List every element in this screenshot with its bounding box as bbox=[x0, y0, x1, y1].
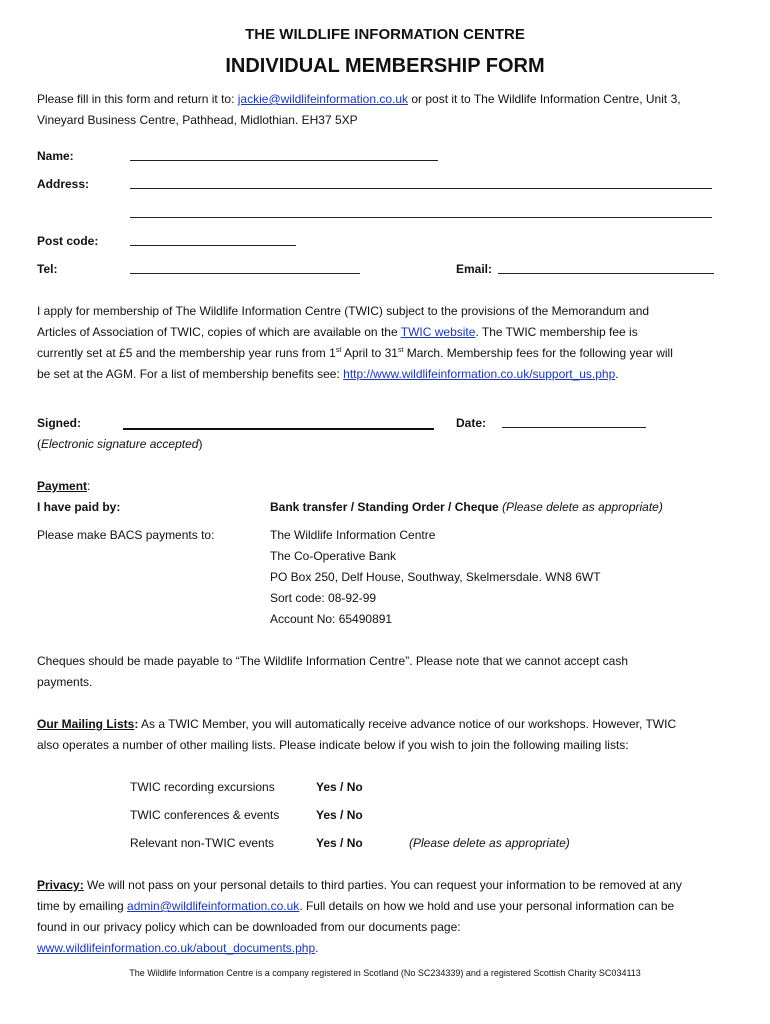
mailing-list-label: TWIC conferences & events bbox=[130, 808, 280, 822]
apply-line-2 bbox=[37, 325, 638, 339]
bank-line: PO Box 250, Delf House, Southway, Skelmersdale. WN8 6WT bbox=[270, 570, 601, 584]
apply-text: be set at the AGM. For a list of membership benefits see: bbox=[37, 367, 344, 381]
mailing-text: As a TWIC Member, you will automatically receive advance notice of our workshops. However, TWIC bbox=[138, 717, 677, 731]
cheque-line-2: payments. bbox=[37, 675, 93, 689]
mailing-list-label: Relevant non-TWIC events bbox=[130, 836, 275, 850]
address-field-line-2[interactable] bbox=[130, 217, 712, 218]
date-label: Date: bbox=[456, 416, 487, 430]
privacy-line-4 bbox=[37, 941, 319, 955]
apply-text: April to 31 bbox=[341, 346, 398, 360]
paren: ) bbox=[198, 437, 203, 451]
support-us-link[interactable]: http://www.wildlifeinformation.co.uk/support_us.php bbox=[343, 367, 616, 381]
mailing-delete-note: (Please delete as appropriate) bbox=[409, 836, 570, 850]
email-field[interactable] bbox=[498, 273, 714, 274]
bank-line: The Co-Operative Bank bbox=[270, 549, 397, 563]
footer-registration: The Wildlife Information Centre is a company registered in Scotland (No SC234339) and a registered Scottish Charity SC034113 bbox=[129, 968, 641, 978]
signed-label: Signed: bbox=[37, 416, 81, 430]
apply-text: . bbox=[615, 367, 619, 381]
apply-line-4 bbox=[37, 367, 619, 381]
form-title: INDIVIDUAL MEMBERSHIP FORM bbox=[225, 55, 545, 77]
payment-methods-text: Bank transfer / Standing Order / Cheque bbox=[270, 500, 499, 514]
intro-line-1 bbox=[37, 92, 681, 106]
bank-line: The Wildlife Information Centre bbox=[270, 528, 436, 542]
bank-line: Account No: 65490891 bbox=[270, 612, 393, 626]
documents-page-link[interactable]: www.wildlifeinformation.co.uk/about_documents.php bbox=[37, 941, 316, 955]
payment-heading-text: Payment bbox=[37, 479, 88, 493]
payment-methods bbox=[270, 500, 663, 514]
twic-website-link[interactable]: TWIC website bbox=[400, 325, 476, 339]
apply-text: . The TWIC membership fee is bbox=[475, 325, 638, 339]
privacy-line-2 bbox=[37, 899, 674, 913]
apply-text: currently set at £5 and the membership year runs from 1 bbox=[37, 346, 336, 360]
privacy-text: . bbox=[315, 941, 319, 955]
privacy-text: . Full details on how we hold and use your personal information can be bbox=[299, 899, 675, 913]
tel-label: Tel: bbox=[37, 262, 58, 276]
name-label: Name: bbox=[37, 149, 74, 163]
signature-note-text: Electronic signature accepted bbox=[41, 437, 199, 451]
postcode-field[interactable] bbox=[130, 245, 296, 246]
postcode-label: Post code: bbox=[37, 234, 99, 248]
date-field[interactable] bbox=[502, 427, 646, 428]
mailing-colon: : bbox=[134, 717, 139, 731]
address-field-line-1[interactable] bbox=[130, 188, 712, 189]
apply-line-1: I apply for membership of The Wildlife Information Centre (TWIC) subject to the provisions of the Memorandum and bbox=[37, 304, 650, 318]
signature-note bbox=[37, 437, 202, 451]
intro-line-2: Vineyard Business Centre, Pathhead, Midlothian. EH37 5XP bbox=[37, 113, 358, 127]
signature-field[interactable] bbox=[123, 428, 434, 430]
apply-text: Articles of Association of TWIC, copies of which are available on the bbox=[37, 325, 401, 339]
contact-email-link[interactable]: jackie@wildlifeinformation.co.uk bbox=[237, 92, 409, 106]
mailing-line-1 bbox=[37, 717, 676, 731]
ordinal-suffix: st bbox=[335, 347, 342, 354]
payment-colon: : bbox=[87, 479, 91, 493]
mailing-heading: Our Mailing Lists bbox=[37, 717, 135, 731]
payment-heading bbox=[37, 479, 90, 493]
apply-text: March. Membership fees for the following year will bbox=[403, 346, 673, 360]
organisation-heading: THE WILDLIFE INFORMATION CENTRE bbox=[245, 26, 525, 43]
admin-email-link[interactable]: admin@wildlifeinformation.co.uk bbox=[127, 899, 300, 913]
privacy-heading: Privacy: bbox=[37, 878, 84, 892]
mailing-list-choice[interactable]: Yes / No bbox=[316, 780, 363, 794]
mailing-list-label: TWIC recording excursions bbox=[130, 780, 275, 794]
intro-text: Please fill in this form and return it to: bbox=[37, 92, 238, 106]
cheque-line-1: Cheques should be made payable to “The Wildlife Information Centre”. Please note that we cannot accept cash bbox=[37, 654, 629, 668]
payment-methods-note: (Please delete as appropriate) bbox=[502, 500, 663, 514]
privacy-text: time by emailing bbox=[37, 899, 128, 913]
email-label: Email: bbox=[456, 262, 493, 276]
mailing-list-choice[interactable]: Yes / No bbox=[316, 836, 363, 850]
mailing-line-2: also operates a number of other mailing lists. Please indicate below if you wish to join the following mailing lists: bbox=[37, 738, 629, 752]
name-field[interactable] bbox=[130, 160, 438, 161]
privacy-text: We will not pass on your personal details to third parties. You can request your information to be removed at any bbox=[83, 878, 682, 892]
paren: ( bbox=[37, 437, 41, 451]
privacy-line-3: found in our privacy policy which can be downloaded from our documents page: bbox=[37, 920, 461, 934]
apply-line-3 bbox=[37, 346, 673, 360]
intro-text: or post it to The Wildlife Information Centre, Unit 3, bbox=[408, 92, 681, 106]
mailing-list-choice[interactable]: Yes / No bbox=[316, 808, 363, 822]
paid-by-label: I have paid by: bbox=[37, 500, 121, 514]
address-label: Address: bbox=[37, 177, 90, 191]
bacs-label: Please make BACS payments to: bbox=[37, 528, 215, 542]
bank-line: Sort code: 08-92-99 bbox=[270, 591, 377, 605]
ordinal-suffix: st bbox=[397, 347, 404, 354]
tel-field[interactable] bbox=[130, 273, 360, 274]
privacy-line-1 bbox=[37, 878, 682, 892]
